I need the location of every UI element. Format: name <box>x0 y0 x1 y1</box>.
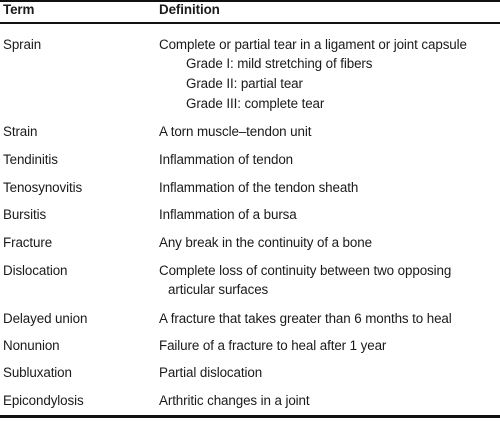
header-rule <box>0 22 500 24</box>
definition-dislocation: Complete loss of continuity between two opposing <box>159 263 452 278</box>
sprain-grade-1: Grade I: mild stretching of fibers <box>186 56 373 71</box>
term-bursitis: Bursitis <box>3 207 47 222</box>
term-epicondylosis: Epicondylosis <box>3 393 84 408</box>
definition-dislocation-continued: articular surfaces <box>168 282 269 297</box>
definition-tendinitis: Inflammation of tendon <box>159 152 294 167</box>
term-sprain: Sprain <box>3 37 42 52</box>
header-term: Term <box>3 2 35 17</box>
term-subluxation: Subluxation <box>3 365 72 380</box>
top-rule <box>0 0 500 2</box>
term-tenosynovitis: Tenosynovitis <box>3 180 83 195</box>
definition-bursitis: Inflammation of a bursa <box>159 207 297 222</box>
definition-fracture: Any break in the continuity of a bone <box>159 235 372 250</box>
term-strain: Strain <box>3 124 38 139</box>
definition-strain: A torn muscle–tendon unit <box>159 124 312 139</box>
definition-delayed-union: A fracture that takes greater than 6 months to heal <box>159 311 452 326</box>
bottom-rule <box>0 415 500 418</box>
header-definition: Definition <box>159 2 220 17</box>
term-nonunion: Nonunion <box>3 338 60 353</box>
definition-tenosynovitis: Inflammation of the tendon sheath <box>159 180 359 195</box>
definition-nonunion: Failure of a fracture to heal after 1 year <box>159 338 387 353</box>
term-fracture: Fracture <box>3 235 53 250</box>
definition-sprain: Complete or partial tear in a ligament or joint capsule <box>159 37 467 52</box>
definition-epicondylosis: Arthritic changes in a joint <box>159 393 310 408</box>
definition-subluxation: Partial dislocation <box>159 365 263 380</box>
term-tendinitis: Tendinitis <box>3 152 58 167</box>
term-dislocation: Dislocation <box>3 263 68 278</box>
term-delayed-union: Delayed union <box>3 311 88 326</box>
sprain-grade-2: Grade II: partial tear <box>186 76 303 91</box>
sprain-grade-3: Grade III: complete tear <box>186 96 325 111</box>
